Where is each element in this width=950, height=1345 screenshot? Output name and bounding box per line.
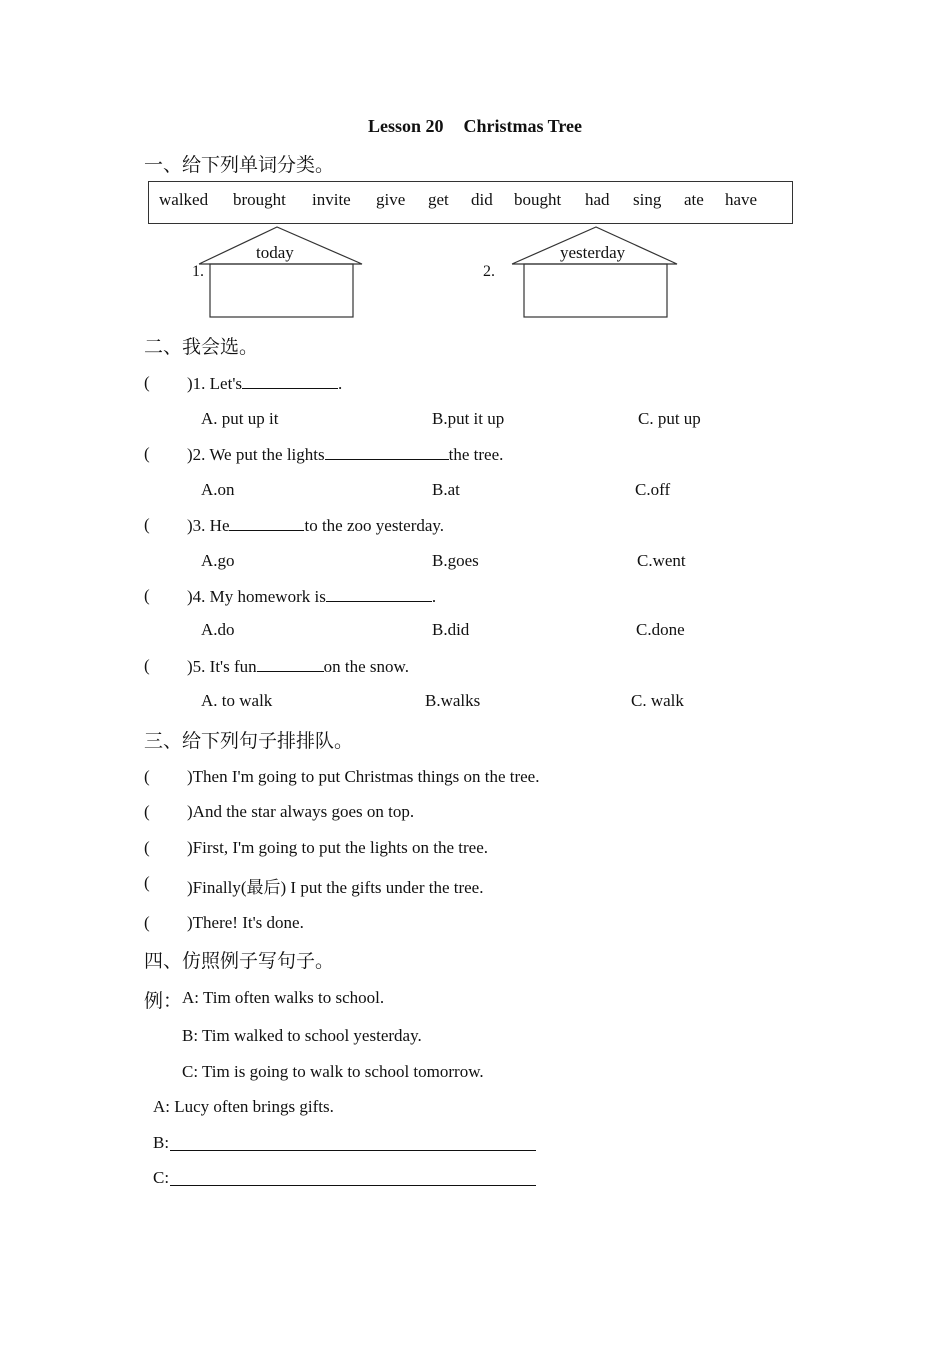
- word-item: give: [376, 190, 406, 209]
- word-item: sing: [633, 190, 662, 209]
- example-label: 例：: [144, 990, 183, 1012]
- answer-blank: [229, 515, 304, 531]
- word-item: did: [471, 190, 493, 209]
- task-sentence-a: A: Lucy often brings gifts.: [153, 1097, 334, 1116]
- option-c: C. walk: [631, 691, 684, 710]
- option-c: C.done: [636, 620, 685, 639]
- section-2-heading: 二、我会选。: [144, 336, 259, 358]
- option-c: C.went: [637, 551, 686, 570]
- answer-blank: [325, 444, 449, 460]
- question-4: )4. My homework is .: [187, 587, 437, 606]
- answer-blank: [326, 586, 432, 602]
- word-item: ate: [684, 190, 704, 209]
- house-1-label: today: [256, 243, 294, 262]
- order-paren: (: [144, 913, 150, 932]
- option-b: B.walks: [425, 691, 481, 710]
- order-sentence: )First, I'm going to put the lights on the tree.: [187, 838, 489, 857]
- answer-blank: [257, 656, 324, 672]
- order-sentence: )Finally(最后) I put the gifts under the tree.: [187, 878, 484, 897]
- question-3: )3. He to the zoo yesterday.: [187, 516, 445, 535]
- word-item: have: [725, 190, 758, 209]
- option-a: A.do: [201, 620, 235, 639]
- word-item: get: [428, 190, 449, 209]
- option-c: C.off: [635, 480, 671, 499]
- house-2-label: yesterday: [560, 243, 626, 262]
- section-1-heading: 一、给下列单词分类。: [144, 154, 335, 176]
- answer-paren: (: [144, 444, 150, 463]
- order-paren: (: [144, 802, 150, 821]
- task-c-answer-line: [170, 1185, 536, 1186]
- order-paren: (: [144, 838, 150, 857]
- task-c-label: C:: [153, 1168, 170, 1187]
- lesson-number: Lesson 20: [367, 116, 444, 136]
- option-c: C. put up: [638, 409, 701, 428]
- task-b-label: B:: [153, 1133, 170, 1152]
- order-paren: (: [144, 767, 150, 786]
- option-a: A.on: [201, 480, 235, 499]
- answer-blank: [242, 373, 338, 389]
- lesson-name: Christmas Tree: [463, 116, 582, 136]
- answer-paren: (: [144, 656, 150, 675]
- question-5: )5. It's fun on the snow.: [187, 657, 409, 676]
- option-b: B.goes: [432, 551, 479, 570]
- order-sentence: )And the star always goes on top.: [187, 802, 415, 821]
- order-sentence: )There! It's done.: [187, 913, 304, 932]
- order-sentence: )Then I'm going to put Christmas things on the tree.: [187, 767, 540, 786]
- option-a: A.go: [201, 551, 235, 570]
- example-sentence-b: B: Tim walked to school yesterday.: [182, 1026, 422, 1045]
- page-title: [0, 116, 950, 137]
- word-item: invite: [312, 190, 351, 209]
- question-1: )1. Let's .: [187, 374, 343, 393]
- word-item: walked: [159, 190, 209, 209]
- word-item: brought: [233, 190, 286, 209]
- option-b: B.put it up: [432, 409, 505, 428]
- option-a: A. to walk: [201, 691, 273, 710]
- word-item: had: [585, 190, 610, 209]
- answer-paren: (: [144, 515, 150, 534]
- option-b: B.at: [432, 480, 460, 499]
- order-paren: (: [144, 873, 150, 892]
- task-b-answer-line: [170, 1150, 536, 1151]
- example-sentence-a: A: Tim often walks to school.: [182, 988, 385, 1007]
- house-1-number: 1.: [192, 263, 204, 280]
- section-3-heading: 三、给下列句子排排队。: [144, 730, 354, 752]
- answer-paren: (: [144, 586, 150, 605]
- house-2-number: 2.: [483, 263, 495, 280]
- option-a: A. put up it: [201, 409, 279, 428]
- house-1-answer-box: [199, 226, 363, 318]
- answer-paren: (: [144, 373, 150, 392]
- option-b: B.did: [432, 620, 470, 639]
- section-4-heading: 四、仿照例子写句子。: [144, 950, 335, 972]
- example-sentence-c: C: Tim is going to walk to school tomorrow.: [182, 1062, 484, 1081]
- house-2-answer-box: [512, 226, 678, 318]
- word-item: bought: [514, 190, 562, 209]
- question-2: )2. We put the lights the tree.: [187, 445, 504, 464]
